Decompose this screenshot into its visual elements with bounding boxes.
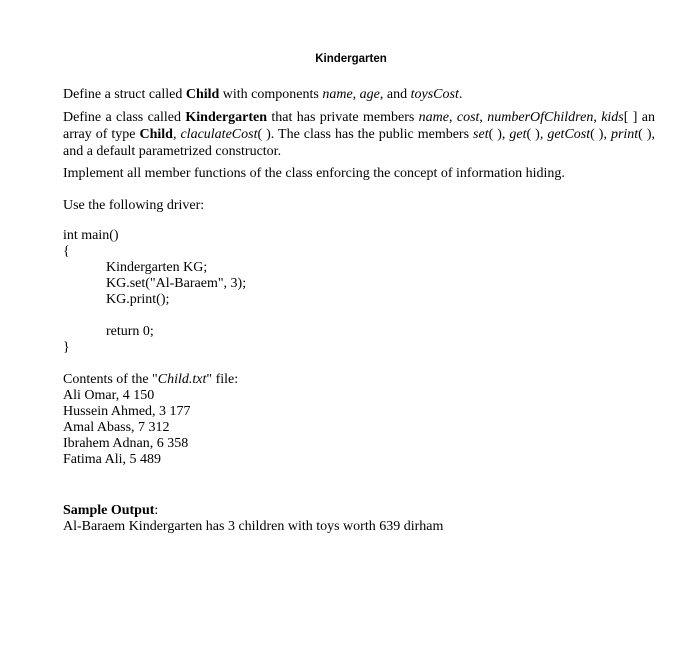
field-age: age xyxy=(359,87,380,102)
file-row: Ali Omar, 4 150 xyxy=(63,388,155,403)
text-run: Define a struct called xyxy=(63,87,186,102)
text-run: , xyxy=(593,110,602,125)
member-claculate-cost: claculateCost xyxy=(180,127,258,142)
text-run: , xyxy=(352,87,360,102)
struct-name: Child xyxy=(185,87,220,102)
member-kids: kids xyxy=(601,110,624,125)
class-name: Kindergarten xyxy=(185,110,268,125)
text-run: Define a class called xyxy=(63,110,186,125)
file-row: Ibrahem Adnan, 6 358 xyxy=(63,436,189,451)
text-run: with components xyxy=(219,87,323,102)
member-name: name xyxy=(418,110,449,125)
text-run: ( ), xyxy=(488,127,510,142)
code-line: int main() xyxy=(63,228,119,243)
text-run: ( ), and a default parametrized constructor. xyxy=(63,127,655,159)
file-row: Fatima Ali, 5 489 xyxy=(63,452,161,467)
method-set: set xyxy=(473,127,489,142)
struct-definition-paragraph xyxy=(63,86,462,103)
information-hiding-paragraph: Implement all member functions of the class enforcing the concept of information hiding. xyxy=(63,166,565,181)
text-run: . xyxy=(458,87,463,102)
text-run: , xyxy=(479,110,488,125)
file-contents-heading xyxy=(63,371,238,388)
code-statement: Kindergarten KG; xyxy=(106,260,208,275)
file-name: Child.txt xyxy=(157,372,207,387)
field-name: name xyxy=(322,87,353,102)
text-run: [ ] an array of type xyxy=(63,110,656,142)
text-run: , and xyxy=(379,87,411,102)
text-run: : xyxy=(154,503,159,518)
file-row: Hussein Ahmed, 3 177 xyxy=(63,404,191,419)
method-print: print xyxy=(610,127,639,142)
field-toys-cost: toysCost xyxy=(410,87,459,102)
file-row: Amal Abass, 7 312 xyxy=(63,420,170,435)
member-number-of-children: numberOfChildren xyxy=(487,110,594,125)
text-run: ( ), xyxy=(526,127,548,142)
text-run: ( ). The class has the public members xyxy=(257,127,474,142)
text-run: " file: xyxy=(206,372,239,387)
text-run: Contents of the " xyxy=(63,372,158,387)
code-statement: KG.print(); xyxy=(106,292,170,307)
code-statement: KG.set("Al-Baraem", 3); xyxy=(106,276,247,291)
type-child: Child xyxy=(139,127,173,142)
sample-output-heading xyxy=(63,502,158,519)
member-cost: cost xyxy=(456,110,480,125)
method-get-cost: getCost xyxy=(547,127,591,142)
code-statement: return 0; xyxy=(106,324,154,339)
code-line: } xyxy=(63,340,70,355)
text-run: ( ), xyxy=(590,127,611,142)
code-line: { xyxy=(63,244,70,259)
sample-output-text: Al-Baraem Kindergarten has 3 children with toys worth 639 dirham xyxy=(63,519,444,534)
document-title: Kindergarten xyxy=(315,53,387,65)
driver-intro: Use the following driver: xyxy=(63,198,205,213)
text-run: , xyxy=(449,110,457,125)
method-get: get xyxy=(509,127,527,142)
text-run: , xyxy=(172,127,181,142)
text-run: that has private members xyxy=(267,110,419,125)
class-definition-paragraph xyxy=(63,109,655,160)
sample-output-label: Sample Output xyxy=(63,503,155,518)
